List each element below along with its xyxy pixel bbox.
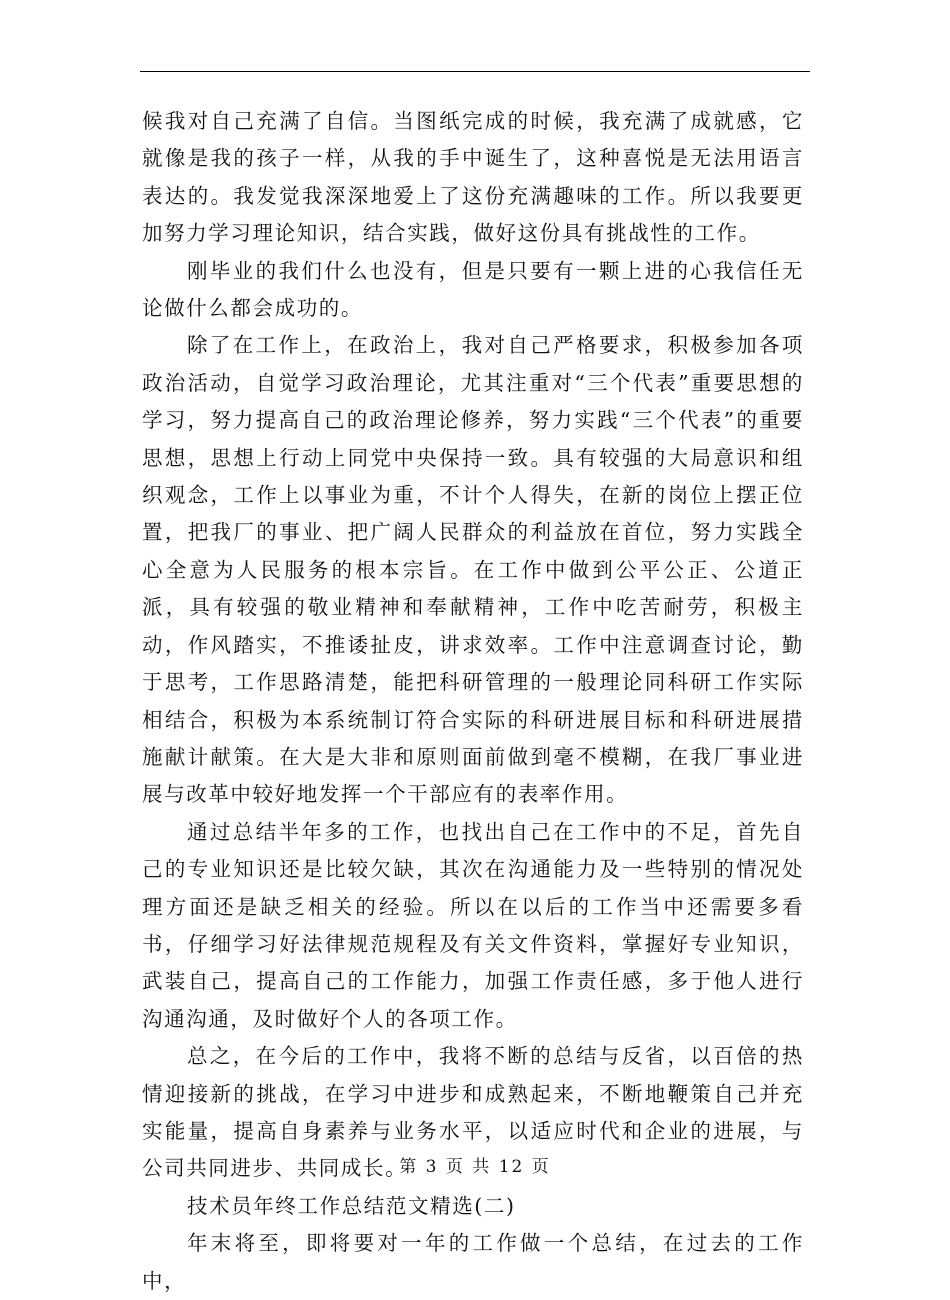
paragraph-conclusion: 总之，在今后的工作中，我将不断的总结与反省，以百倍的热情迎接新的挑战，在学习中进步和成熟起来，不断地鞭策自己并充实能量，提高自身素养与业务水平，以适应时代和企业的进展，与公司共同进步、共同成长。	[142, 1044, 804, 1181]
paragraph-political: 除了在工作上，在政治上，我对自己严格要求，积极参加各项政治活动，自觉学习政治理论，尤其注重对“三个代表”重要思想的学习，努力提高自己的政治理论修养，努力实践“三个代表”的重要思想，思想上行动上同党中央保持一致。具有较强的大局意识和组织观念，工作上以事业为重，不计个人得失，在新的岗位上摆正位置，把我厂的事业、把广阔人民群众的利益放在首位，努力实践全心全意为人民服务的根本宗旨。在工作中做到公平公正、公道正派，具有较强的敬业精神和奉献精神，工作中吃苦耐劳，积极主动，作风踏实，不推诿扯皮，讲求效率。工作中注意调查讨论，勤于思考，工作思路清楚，能把科研管理的一般理论同科研工作实际相结合，积极为本系统制订符合实际的科研进展目标和科研进展措施献计献策。在大是大非和原则面前做到毫不模糊，在我厂事业进展与改革中较好地发挥一个干部应有的表率作用。	[142, 333, 804, 807]
page-number: 第 3 页 共 12 页	[399, 1157, 551, 1177]
paragraph-continued: 候我对自己充满了自信。当图纸完成的时候，我充满了成就感，它就像是我的孩子一样，从我的手中诞生了，这种喜悦是无法用语言表达的。我发觉我深深地爱上了这份充满趣味的工作。所以我要更加努力学习理论知识，结合实践，做好这份具有挑战性的工作。	[142, 109, 804, 246]
paragraph-year-end: 年末将至，即将要对一年的工作做一个总结，在过去的工作中，	[142, 1231, 804, 1293]
paragraph-shortcomings: 通过总结半年多的工作，也找出自己在工作中的不足，首先自己的专业知识还是比较欠缺，其次在沟通能力及一些特别的情况处理方面还是缺乏相关的经验。所以在以后的工作当中还需要多看书，仔细学习好法律规范规程及有关文件资料，掌握好专业知识，武装自己，提高自己的工作能力，加强工作责任感，多于他人进行沟通沟通，及时做好个人的各项工作。	[142, 819, 804, 1031]
section-heading: 技术员年终工作总结范文精选(二)	[187, 1193, 516, 1218]
paragraph-graduate: 刚毕业的我们什么也没有，但是只要有一颗上进的心我信任无论做什么都会成功的。	[142, 258, 804, 321]
header-rule	[140, 71, 810, 72]
document-body	[142, 103, 804, 1300]
